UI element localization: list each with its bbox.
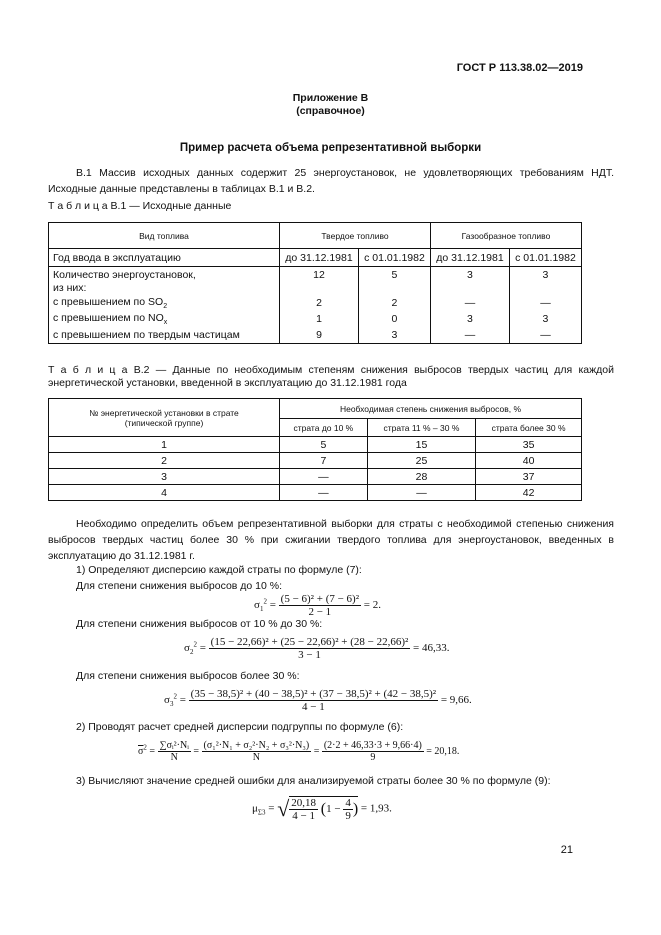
table2-cell: — bbox=[367, 485, 475, 501]
table2-cell: 1 bbox=[49, 437, 280, 453]
table1-row-label bbox=[49, 311, 280, 327]
table2-cell: 37 bbox=[476, 469, 582, 485]
table1-caption: Т а б л и ц а В.1 — Исходные данные bbox=[48, 200, 232, 212]
count-label: Количество энергоустановок, bbox=[53, 269, 196, 281]
table1-cell: — bbox=[430, 295, 509, 311]
step1b-text: Для степени снижения выбросов от 10 % до 30 %: bbox=[76, 618, 323, 630]
table1-header-type: Вид топлива bbox=[49, 223, 280, 249]
f1-num: (5 − 6)² + (7 − 6)² bbox=[280, 593, 360, 605]
f1-den: 2 − 1 bbox=[308, 606, 332, 618]
table1-cell: 3 bbox=[358, 327, 430, 343]
table2-cell: 3 bbox=[49, 469, 280, 485]
table2-header-col: страта 11 % – 30 % bbox=[367, 419, 475, 437]
so2-label: с превышением по SO bbox=[53, 295, 164, 308]
f5-result: = 1,93. bbox=[360, 802, 392, 815]
table1-header-gas: Газообразное топливо bbox=[430, 223, 581, 249]
formula-3: $\sigma_3^2$ = $\frac{\text{(35 − 38,5)² + (40 − 38,5)² + (37 − 38,5)² + (42 − 38,5)²}}{4 - 1}$ = 9,66. bbox=[164, 688, 472, 713]
f4-den2: N bbox=[252, 752, 260, 763]
table2-header-degree: Необходимая степень снижения выбросов, % bbox=[280, 399, 582, 419]
table2-cell: 7 bbox=[280, 453, 368, 469]
table1 bbox=[48, 222, 582, 344]
page-number: 21 bbox=[560, 844, 573, 856]
f3-den: 4 − 1 bbox=[302, 701, 325, 713]
appendix-subtitle: (справочное) bbox=[296, 105, 365, 117]
table1-row-label bbox=[49, 267, 280, 296]
table1-cell: 1 bbox=[280, 311, 359, 327]
f4-den3: 9 bbox=[370, 752, 376, 763]
header-no-line1: № энергетической установки в страте bbox=[89, 407, 239, 418]
intro-paragraph: В.1 Массив исходных данных содержит 25 энергоустановок, не удовлетворяющих требованиям НДТ. Исходные данные представлены в таблицах В.1 и В.2. bbox=[48, 167, 614, 195]
table1-cell: 3 bbox=[509, 311, 581, 327]
table2-caption: Т а б л и ц а В.2 — Данные по необходимым степеням снижения выбросов твердых частиц для каждой энергетической установки, введенной в эксплуатацию до 31.12.1981 года bbox=[48, 364, 614, 389]
table1-cell: с 01.01.1982 bbox=[358, 249, 430, 267]
f3-num: (35 − 38,5)² + (40 − 38,5)² + (37 − 38,5)² + (42 − 38,5)² bbox=[190, 688, 437, 700]
f3-result: = 9,66. bbox=[440, 694, 472, 707]
formula-1: $\sigma_1^2$ = $\frac{\text{(5 − 6)² + (7 − 6)²}}{2 - 1}$ = 2. bbox=[254, 593, 381, 618]
table2-cell: 2 bbox=[49, 453, 280, 469]
table2-header-col: страта до 10 % bbox=[280, 419, 368, 437]
table1-cell: 3 bbox=[509, 267, 581, 296]
table1-cell: 0 bbox=[358, 311, 430, 327]
f4-result: = 20,18. bbox=[426, 745, 460, 757]
table1-cell: 3 bbox=[430, 311, 509, 327]
section-title: Пример расчета объема репрезентативной выборки bbox=[179, 142, 482, 154]
table2-cell: 35 bbox=[476, 437, 582, 453]
f2-result: = 46,33. bbox=[413, 642, 450, 655]
table1-row-label: Год ввода в эксплуатацию bbox=[49, 249, 280, 267]
f4-num2: (σ₁²·N₁ + σ₂²·N₂ + σ₃²·N₃) bbox=[203, 740, 310, 751]
table2-cell: 28 bbox=[367, 469, 475, 485]
table2-cell: 5 bbox=[280, 437, 368, 453]
f2-den: 3 − 1 bbox=[298, 649, 321, 661]
formula-5: $\mu_{\Sigma 3}$ = √ $\frac{20,18}{4 - 1}$ (1 − $\frac{4}{9}$ ) = 1,93. bbox=[252, 796, 392, 822]
f4-den1: N bbox=[170, 752, 178, 763]
table1-cell: — bbox=[509, 295, 581, 311]
table1-cell: — bbox=[430, 327, 509, 343]
step2-text: 2) Проводят расчет средней дисперсии подгруппы по формуле (6): bbox=[76, 721, 404, 733]
table1-cell: до 31.12.1981 bbox=[280, 249, 359, 267]
table1-cell: 9 bbox=[280, 327, 359, 343]
table2-cell: 25 bbox=[367, 453, 475, 469]
table1-cell: 2 bbox=[280, 295, 359, 311]
table2-cell: 15 bbox=[367, 437, 475, 453]
table2-header-no bbox=[49, 399, 280, 437]
table2-cell: — bbox=[280, 485, 368, 501]
table2-cell: — bbox=[280, 469, 368, 485]
formula-4: $\overline{\sigma}^2$ = $\frac{\text{∑σᵢ²·Nᵢ}}{N}$ = $\frac{\text{(σ₁²·N₁ + σ₂²·N₂ + σ₃²·N₃)}}{N}$ = $\frac{(2\cdot 2 + 46,33\cdot 3 + 9,66\cdot 4)}{9}$ = 20,18. bbox=[138, 740, 460, 763]
step1c-text: Для степени снижения выбросов более 30 %: bbox=[76, 670, 300, 682]
f5-a: 20,18 bbox=[291, 797, 317, 809]
f2-num: (15 − 22,66)² + (25 − 22,66)² + (28 − 22,66)² bbox=[210, 636, 409, 648]
table1-cell: 12 bbox=[280, 267, 359, 296]
table2-cell: 42 bbox=[476, 485, 582, 501]
step3-text: 3) Вычисляют значение средней ошибки для анализируемой страты более 30 % по формуле (9): bbox=[76, 775, 551, 787]
header-no-line2: (типической группе) bbox=[124, 417, 204, 428]
table1-cell: с 01.01.1982 bbox=[509, 249, 581, 267]
table2-cell: 40 bbox=[476, 453, 582, 469]
appendix-title: Приложение В bbox=[292, 92, 369, 104]
count-label2: из них: bbox=[53, 282, 87, 294]
nox-label: с превышением по NO bbox=[53, 311, 164, 324]
nox-sub: x bbox=[163, 319, 168, 327]
table1-cell: — bbox=[509, 327, 581, 343]
so2-sub: 2 bbox=[163, 303, 168, 311]
table2-cell: 4 bbox=[49, 485, 280, 501]
table2-header-col: страта более 30 % bbox=[476, 419, 582, 437]
table1-header-solid: Твердое топливо bbox=[280, 223, 431, 249]
f5-b: 4 − 1 bbox=[292, 810, 316, 822]
f5-d: 9 bbox=[345, 810, 351, 822]
table1-cell: 5 bbox=[358, 267, 430, 296]
document-header: ГОСТ Р 113.38.02—2019 bbox=[456, 62, 583, 74]
table2 bbox=[48, 398, 582, 501]
table1-row-label bbox=[49, 295, 280, 311]
step1a-text: Для степени снижения выбросов до 10 %: bbox=[76, 580, 283, 592]
f4-num3: (2·2 + 46,33·3 + 9,66·4) bbox=[323, 740, 422, 751]
step1-text: 1) Определяют дисперсию каждой страты по формуле (7): bbox=[76, 564, 362, 576]
table1-row-label: с превышением по твердым частицам bbox=[49, 327, 280, 343]
table1-cell: 2 bbox=[358, 295, 430, 311]
formula-2: $\sigma_2^2$ = $\frac{\text{(15 − 22,66)² + (25 − 22,66)² + (28 − 22,66)²}}{3 - 1}$ = 46,33. bbox=[184, 636, 450, 661]
f5-c: 4 bbox=[345, 797, 351, 809]
table1-cell: до 31.12.1981 bbox=[430, 249, 509, 267]
task-paragraph: Необходимо определить объем репрезентативной выборки для страты с необходимой степенью снижения выбросов твердых частиц более 30 % при сжигании твердого топлива для энергоустановок, введенных в эксплуатацию до 31.12.1981 г. bbox=[48, 518, 614, 562]
table1-cell: 3 bbox=[430, 267, 509, 296]
f1-result: = 2. bbox=[363, 599, 381, 612]
f4-num1: ∑σᵢ²·Nᵢ bbox=[159, 740, 189, 751]
